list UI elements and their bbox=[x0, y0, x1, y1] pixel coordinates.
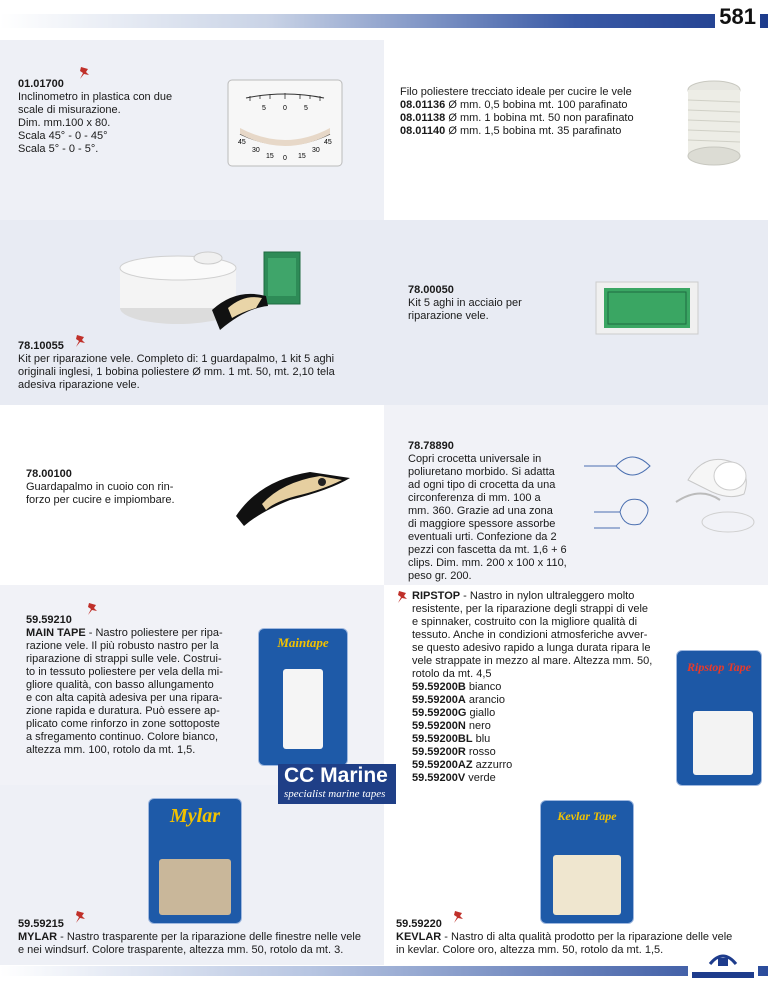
inclinometer-image bbox=[226, 76, 344, 170]
ripstop-variant-color: bianco bbox=[468, 681, 502, 693]
kevlar-desc: - Nastro di alta qualità prodotto per la riparazione delle vele bbox=[441, 931, 733, 943]
kevlar-pack-image bbox=[540, 800, 634, 924]
maintape-line: to in tessuto poliestere per vela della mi- bbox=[26, 666, 223, 678]
ripstop-variant-color: giallo bbox=[469, 707, 496, 719]
pin-icon bbox=[74, 910, 88, 924]
repair-kit-code: 78.10055 bbox=[18, 340, 64, 352]
kevlar-desc2: in kevlar. Colore oro, altezza mm. 50, rotolo da mt. 1,5. bbox=[396, 944, 664, 956]
needles-text bbox=[408, 284, 522, 323]
spreader-line: di maggiore spessore assorbe bbox=[408, 518, 556, 530]
thread-desc: Ø mm. 0,5 bobina mt. 100 parafinato bbox=[445, 99, 628, 111]
ripstop-variant bbox=[412, 733, 672, 746]
kevlar-text bbox=[396, 918, 732, 957]
palm-text bbox=[26, 468, 175, 507]
scale-bottom-label: 15 bbox=[266, 153, 274, 160]
inclinometer-line: Inclinometro in plastica con due bbox=[18, 91, 173, 103]
maintape-line: gliore qualità, con basso allungamento bbox=[26, 679, 214, 691]
inclinometer-code: 01.01700 bbox=[18, 78, 64, 90]
thread-code: 08.01136 bbox=[400, 99, 446, 111]
spreader-line: ad ogni tipo di crocetta da una bbox=[408, 479, 556, 491]
maintape-line: plicato come rinforzo in zone sottoposte bbox=[26, 718, 220, 730]
maintape-title: MAIN TAPE bbox=[26, 627, 86, 639]
spreader-line: clips. Dim. mm. 200 x 100 x 110, bbox=[408, 557, 567, 569]
pin-icon bbox=[396, 590, 410, 604]
maintape-line: zione rapida e duratura. Può essere ap- bbox=[26, 705, 220, 717]
ripstop-variant-color: arancio bbox=[468, 694, 505, 706]
ripstop-variant-color: azzurro bbox=[475, 759, 513, 771]
spreader-line: eventuali urti. Confezione da 2 bbox=[408, 531, 557, 543]
inclinometer-line: Scala 45° - 0 - 45° bbox=[18, 130, 108, 142]
ripstop-variant-code: 59.59200N bbox=[412, 720, 466, 732]
ripstop-line: rotolo da mt. 4,5 bbox=[412, 668, 492, 680]
scale-bottom-label: 45 bbox=[238, 139, 246, 146]
ripstop-line: tessuto. Anche in condizioni atmosferiche avver- bbox=[412, 629, 648, 641]
needles-pack-image bbox=[592, 278, 702, 338]
ripstop-variant-color: blu bbox=[475, 733, 491, 745]
maintape-pack-label: Maintape bbox=[277, 635, 329, 650]
spreader-line: mm. 360. Grazie ad una zona bbox=[408, 505, 553, 517]
inclinometer-line: Scala 5° - 0 - 5°. bbox=[18, 143, 99, 155]
ripstop-variant-code: 59.59200B bbox=[412, 681, 466, 693]
spreader-line: pezzi con fascetta da mt. 1,6 + 6 bbox=[408, 544, 567, 556]
palm-line: Guardapalmo in cuoio con rin- bbox=[26, 481, 174, 493]
spreader-line: circonferenza di mm. 100 a bbox=[408, 492, 541, 504]
ripstop-variant-color: verde bbox=[468, 772, 496, 784]
maintape-text bbox=[26, 614, 240, 757]
thread-desc: Ø mm. 1 bobina mt. 50 non parafinato bbox=[445, 112, 634, 124]
ripstop-variant-code: 59.59200R bbox=[412, 746, 466, 758]
page-number: 581 bbox=[715, 4, 760, 30]
ripstop-pack-image bbox=[676, 650, 762, 786]
maintape-line: riparazione di strappi sulle vele. Costrui- bbox=[26, 653, 222, 665]
inclinometer-line: scale di misurazione. bbox=[18, 104, 121, 116]
footer-bar bbox=[0, 966, 768, 976]
maintape-line: - Nastro poliestere per ripa- bbox=[85, 627, 223, 639]
ripstop-variant-color: nero bbox=[468, 720, 491, 732]
repair-kit-image bbox=[116, 238, 306, 338]
needles-line: Kit 5 aghi in acciaio per bbox=[408, 297, 522, 309]
thread-row bbox=[400, 125, 634, 138]
scale-top-label: 5 bbox=[262, 105, 266, 112]
mylar-title: MYLAR bbox=[18, 931, 58, 943]
scale-top-label: 0 bbox=[283, 105, 287, 112]
thread-row bbox=[400, 99, 634, 112]
ripstop-variant bbox=[412, 681, 672, 694]
inclinometer-line: Dim. mm.100 x 80. bbox=[18, 117, 111, 129]
ripstop-variant-code: 59.59200G bbox=[412, 707, 467, 719]
spreader-line: peso gr. 200. bbox=[408, 570, 472, 582]
maintape-pack-image bbox=[258, 628, 348, 766]
ripstop-line: vele strappate in mezzo al mare. Altezza mm. 50, bbox=[412, 655, 653, 667]
ripstop-variant bbox=[412, 707, 672, 720]
ripstop-variant-code: 59.59200AZ bbox=[412, 759, 473, 771]
scale-bottom-label: 30 bbox=[252, 147, 260, 154]
ripstop-line: e spinnaker, costruito con la migliore qualità di bbox=[412, 616, 638, 628]
scale-bottom-label: 0 bbox=[283, 155, 287, 162]
needles-line: riparazione vele. bbox=[408, 310, 489, 322]
ripstop-variant bbox=[412, 759, 672, 772]
thread-desc: Ø mm. 1,5 bobina mt. 35 parafinato bbox=[445, 125, 622, 137]
maintape-line: altezza mm. 100, rotolo da mt. 1,5. bbox=[26, 744, 196, 756]
header-bar bbox=[0, 14, 768, 28]
mylar-text bbox=[18, 918, 361, 957]
scale-top-label: 5 bbox=[304, 105, 308, 112]
ripstop-variant bbox=[412, 772, 672, 785]
thread-intro: Filo poliestere trecciato ideale per cucire le vele bbox=[400, 86, 632, 98]
maintape-line: a sfregamento continuo. Colore bianco, bbox=[26, 731, 219, 743]
pin-icon bbox=[86, 602, 100, 616]
ripstop-variant-code: 59.59200BL bbox=[412, 733, 473, 745]
ripstop-variant-color: rosso bbox=[468, 746, 496, 758]
ripstop-line: - Nastro in nylon ultraleggero molto bbox=[460, 590, 635, 602]
mylar-code: 59.59215 bbox=[18, 918, 64, 930]
palm-code: 78.00100 bbox=[26, 468, 72, 480]
scale-bottom-label: 30 bbox=[312, 147, 320, 154]
mylar-pack-image bbox=[148, 798, 242, 924]
ripstop-variant-code: 59.59200A bbox=[412, 694, 466, 706]
ripstop-title: RIPSTOP bbox=[412, 590, 461, 602]
palm-image bbox=[230, 460, 360, 528]
repair-kit-text bbox=[18, 340, 335, 392]
spreader-code: 78.78890 bbox=[408, 440, 454, 452]
inclinometer-text bbox=[18, 78, 172, 156]
ccmarine-name: CC Marine bbox=[284, 764, 388, 787]
maintape-code: 59.59210 bbox=[26, 614, 72, 626]
repair-kit-line: adesiva riparazione vele. bbox=[18, 379, 140, 391]
palm-line: forzo per cucire e impiombare. bbox=[26, 494, 175, 506]
ripstop-variant bbox=[412, 746, 672, 759]
scale-bottom-label: 15 bbox=[298, 153, 306, 160]
pin-icon bbox=[74, 334, 88, 348]
kevlar-title: KEVLAR bbox=[396, 931, 442, 943]
company-logo-icon bbox=[688, 944, 758, 984]
scale-bottom-label: 45 bbox=[324, 139, 332, 146]
pin-icon bbox=[78, 66, 92, 80]
thread-spool-image bbox=[678, 76, 750, 172]
needles-code: 78.00050 bbox=[408, 284, 454, 296]
spreader-text bbox=[408, 440, 570, 583]
ripstop-text bbox=[412, 590, 672, 785]
maintape-line: e con alta capità adesiva per una ripara- bbox=[26, 692, 223, 704]
pin-icon bbox=[452, 910, 466, 924]
mylar-pack-label: Mylar bbox=[170, 805, 220, 827]
ripstop-line: se questo adesivo rapido a lunga durata ripara le bbox=[412, 642, 651, 654]
ripstop-pack-label: Ripstop Tape bbox=[687, 660, 751, 674]
thread-code: 08.01140 bbox=[400, 125, 446, 137]
thread-code: 08.01138 bbox=[400, 112, 446, 124]
kevlar-pack-label: Kevlar Tape bbox=[557, 809, 617, 823]
mylar-desc2: e nei windsurf. Colore trasparente, altezza mm. 50, rotolo da mt. 3. bbox=[18, 944, 344, 956]
mylar-desc: - Nastro trasparente per la riparazione delle finestre nelle vele bbox=[57, 931, 361, 943]
thread-row bbox=[400, 112, 634, 125]
ccmarine-tagline: specialist marine tapes bbox=[284, 788, 386, 800]
spreader-line: poliuretano morbido. Si adatta bbox=[408, 466, 555, 478]
ripstop-line: resistente, per la riparazione degli strappi di vele bbox=[412, 603, 649, 615]
thread-text bbox=[400, 86, 634, 138]
ripstop-variant-code: 59.59200V bbox=[412, 772, 466, 784]
repair-kit-line: originali inglesi, 1 bobina poliestere Ø mm. 1 mt. 50, mt. 2,10 tela bbox=[18, 366, 335, 378]
repair-kit-line: Kit per riparazione vele. Completo di: 1 guardapalmo, 1 kit 5 aghi bbox=[18, 353, 335, 365]
maintape-line: razione vele. Il più robusto nastro per la bbox=[26, 640, 219, 652]
ripstop-variant bbox=[412, 720, 672, 733]
kevlar-code: 59.59220 bbox=[396, 918, 442, 930]
spreader-line: Copri crocetta universale in bbox=[408, 453, 542, 465]
spreader-cover-image bbox=[580, 442, 760, 550]
ccmarine-logo bbox=[278, 764, 396, 804]
ripstop-variant bbox=[412, 694, 672, 707]
